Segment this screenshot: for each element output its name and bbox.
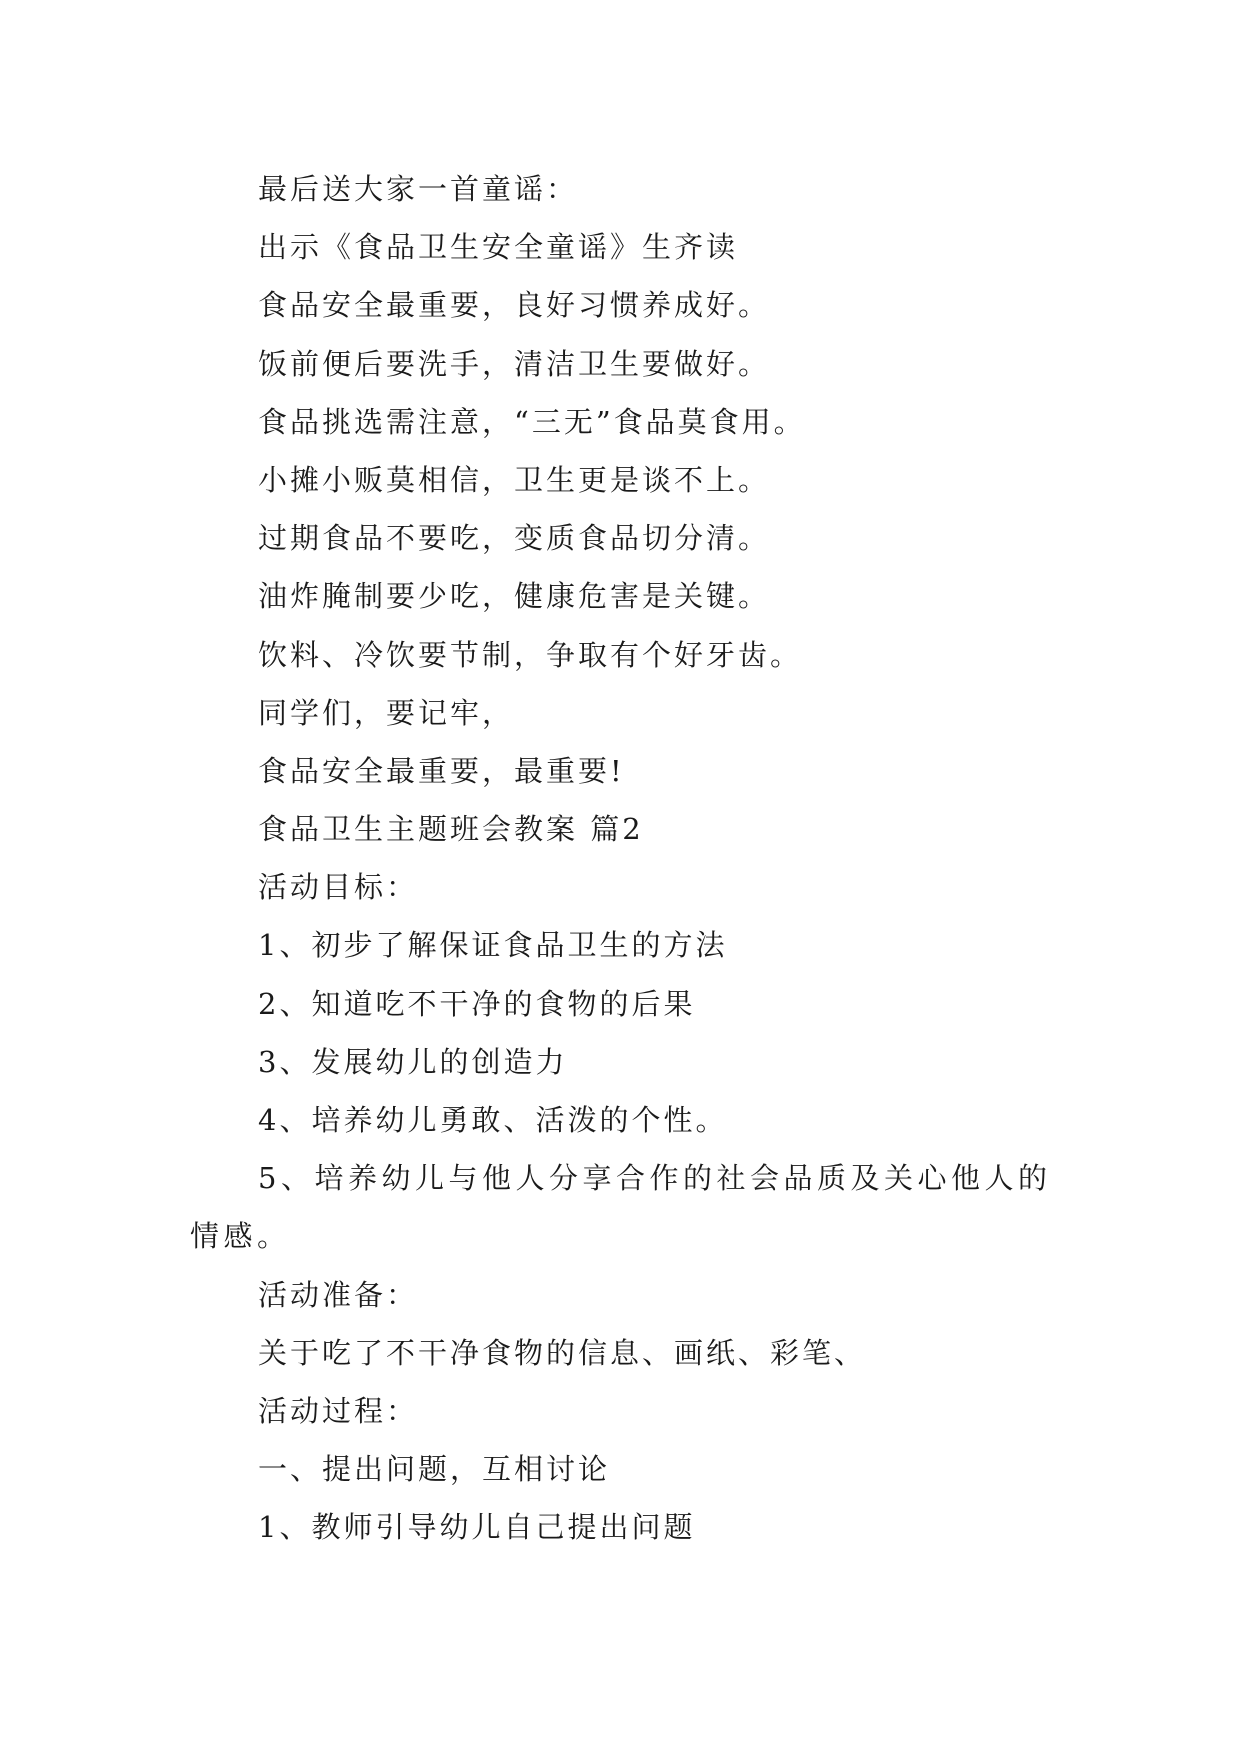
text-line: 食品挑选需注意，“三无”食品莫食用。 [258, 404, 806, 439]
text-line: 同学们，要记牢， [258, 695, 515, 730]
text-line: 饭前便后要洗手，清洁卫生要做好。 [258, 346, 771, 381]
text-line: 关于吃了不干净食物的信息、画纸、彩笔、 [258, 1335, 867, 1370]
text-line: 食品安全最重要，良好习惯养成好。 [258, 288, 771, 323]
text-line: 出示《食品卫生安全童谣》生齐读 [258, 230, 739, 265]
text-line: 最后送大家一首童谣： [258, 172, 579, 206]
list-item: 4、培养幼儿勇敢、活泼的个性。 [258, 1103, 728, 1137]
text-line: 一、提出问题，互相讨论 [258, 1452, 611, 1487]
text-line: 油炸腌制要少吃，健康危害是关键。 [258, 579, 771, 614]
text-line: 活动目标： [258, 870, 419, 905]
list-item: 3、发展幼儿的创造力 [258, 1044, 568, 1079]
text-line: 活动准备： [258, 1277, 419, 1312]
list-item: 5、培养幼儿与他人分享合作的社会品质及关心他人的情感。 [190, 1161, 1052, 1254]
text-line: 饮料、冷饮要节制，争取有个好牙齿。 [258, 637, 803, 672]
text-line: 活动过程： [258, 1393, 419, 1428]
list-item: 1、初步了解保证食品卫生的方法 [258, 928, 728, 963]
list-item: 1、教师引导幼儿自己提出问题 [258, 1510, 696, 1545]
text-line: 小摊小贩莫相信，卫生更是谈不上。 [258, 462, 771, 497]
text-line: 食品安全最重要，最重要! [258, 753, 625, 788]
document-body [190, 160, 1070, 1557]
text-line: 过期食品不要吃，变质食品切分清。 [258, 521, 771, 556]
list-item: 2、知道吃不干净的食物的后果 [258, 986, 696, 1021]
section-heading: 食品卫生主题班会教案 篇2 [258, 812, 644, 847]
